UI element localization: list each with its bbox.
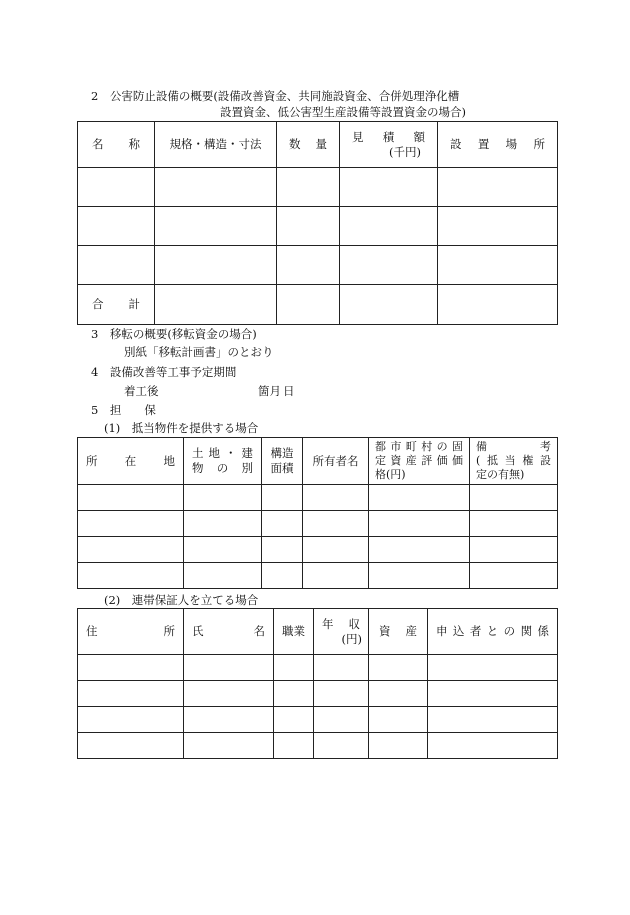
- table-cell[interactable]: [184, 485, 262, 511]
- header-note-line1: 備 考: [476, 440, 551, 453]
- header-estimate-label: 見 積 額: [352, 129, 425, 144]
- table-row: [78, 655, 558, 681]
- table-cell[interactable]: [340, 246, 438, 285]
- header-income: [314, 609, 369, 655]
- table-cell[interactable]: [262, 485, 303, 511]
- section4-months: 箇月: [258, 384, 281, 398]
- table-row: [78, 707, 558, 733]
- table-cell[interactable]: [428, 733, 558, 759]
- header-assets: 資 産: [369, 609, 428, 655]
- table-row: [78, 733, 558, 759]
- table-cell[interactable]: [277, 168, 340, 207]
- table-cell[interactable]: [303, 563, 369, 589]
- table-cell[interactable]: [369, 681, 428, 707]
- header-kind-line1: 土 地 ・ 建: [192, 446, 253, 460]
- table-cell[interactable]: [262, 537, 303, 563]
- table-cell[interactable]: [155, 246, 277, 285]
- table-cell[interactable]: [369, 511, 470, 537]
- equipment-header-row: [78, 122, 558, 168]
- header-place: 設 置 場 所: [438, 122, 558, 168]
- table-cell[interactable]: [340, 207, 438, 246]
- table-cell[interactable]: [438, 246, 558, 285]
- table-cell[interactable]: [303, 537, 369, 563]
- table-cell[interactable]: [369, 733, 428, 759]
- table-cell[interactable]: [184, 655, 274, 681]
- equipment-table: [77, 121, 558, 325]
- table-cell[interactable]: [78, 733, 184, 759]
- header-job: 職業: [274, 609, 314, 655]
- table-cell[interactable]: [78, 707, 184, 733]
- table-cell[interactable]: [369, 537, 470, 563]
- guarantor-header-row: [78, 609, 558, 655]
- header-structure: [262, 438, 303, 485]
- table-cell[interactable]: [155, 207, 277, 246]
- header-location: 所 在 地: [78, 438, 184, 485]
- section2-title-line1: 2 公害防止設備の概要(設備改善資金、共同施設資金、合併処理浄化槽: [91, 89, 460, 103]
- table-row: [78, 563, 558, 589]
- table-cell[interactable]: [428, 655, 558, 681]
- table-cell[interactable]: [470, 537, 558, 563]
- header-income-unit: (円): [341, 631, 362, 646]
- table-cell[interactable]: [184, 511, 262, 537]
- table-cell[interactable]: [470, 485, 558, 511]
- section4-start: 着工後: [124, 384, 159, 398]
- table-cell[interactable]: [155, 285, 277, 325]
- table-cell[interactable]: [314, 681, 369, 707]
- header-estimate-unit: (千円): [389, 144, 421, 159]
- section3-body: 別紙「移転計画書」のとおり: [124, 345, 274, 359]
- total-label: 合 計: [78, 285, 155, 325]
- table-cell[interactable]: [369, 655, 428, 681]
- table-cell[interactable]: [314, 707, 369, 733]
- table-cell[interactable]: [155, 168, 277, 207]
- section4-title: 4 設備改善等工事予定期間: [91, 365, 237, 379]
- table-row: [78, 246, 558, 285]
- header-kind: [184, 438, 262, 485]
- header-spec: 規格・構造・寸法: [155, 122, 277, 168]
- table-cell[interactable]: [438, 285, 558, 325]
- header-value-line3: 格(円): [375, 468, 406, 481]
- table-row: [78, 511, 558, 537]
- table-cell[interactable]: [438, 168, 558, 207]
- table-cell[interactable]: [78, 681, 184, 707]
- table-row: [78, 485, 558, 511]
- table-cell[interactable]: [470, 563, 558, 589]
- table-cell[interactable]: [438, 207, 558, 246]
- table-cell[interactable]: [428, 707, 558, 733]
- header-owner: 所有者名: [303, 438, 369, 485]
- table-cell[interactable]: [428, 681, 558, 707]
- table-cell[interactable]: [277, 246, 340, 285]
- table-cell[interactable]: [78, 485, 184, 511]
- table-cell[interactable]: [277, 207, 340, 246]
- header-relation: 申込者との関係: [428, 609, 558, 655]
- table-cell[interactable]: [274, 655, 314, 681]
- header-structure-line1: 構造: [270, 446, 294, 460]
- header-kind-line2: 物 の 別: [192, 461, 253, 475]
- table-cell[interactable]: [274, 681, 314, 707]
- table-cell[interactable]: [184, 537, 262, 563]
- table-cell[interactable]: [369, 707, 428, 733]
- table-cell[interactable]: [314, 733, 369, 759]
- table-cell[interactable]: [470, 511, 558, 537]
- table-row: [78, 168, 558, 207]
- section5-sub1: (1) 抵当物件を提供する場合: [104, 421, 259, 435]
- header-note-line3: 定の有無): [476, 468, 525, 481]
- header-guarantor-name: 氏 名: [184, 609, 274, 655]
- table-cell[interactable]: [303, 511, 369, 537]
- table-cell[interactable]: [262, 511, 303, 537]
- header-address: 住 所: [78, 609, 184, 655]
- header-income-label: 年 収: [322, 616, 360, 631]
- header-assessed-value: [369, 438, 470, 485]
- table-cell[interactable]: [78, 563, 184, 589]
- table-cell[interactable]: [184, 707, 274, 733]
- collateral-header-row: [78, 438, 558, 485]
- collateral-table: [77, 437, 558, 589]
- section4-days: 日: [283, 384, 295, 398]
- section3-title: 3 移転の概要(移転資金の場合): [91, 327, 257, 341]
- header-qty: 数 量: [277, 122, 340, 168]
- header-value-line2: 定資産評価価: [375, 454, 463, 467]
- section2-title-line2: 設置資金、低公害型生産設備等設置資金の場合): [220, 105, 466, 119]
- table-cell[interactable]: [277, 285, 340, 325]
- header-note-line2: (抵当権設: [476, 454, 551, 467]
- table-cell[interactable]: [262, 563, 303, 589]
- header-estimate: [340, 122, 438, 168]
- table-cell[interactable]: [78, 207, 155, 246]
- table-row: [78, 207, 558, 246]
- header-name: 名 称: [78, 122, 155, 168]
- table-cell[interactable]: [369, 563, 470, 589]
- header-structure-line2: 面積: [270, 461, 294, 475]
- section5-title: 5 担 保: [91, 403, 156, 417]
- table-cell[interactable]: [314, 655, 369, 681]
- table-cell[interactable]: [184, 681, 274, 707]
- table-cell[interactable]: [78, 511, 184, 537]
- table-cell[interactable]: [184, 563, 262, 589]
- table-cell[interactable]: [78, 246, 155, 285]
- section5-sub2: (2) 連帯保証人を立てる場合: [104, 593, 259, 607]
- table-row: [78, 537, 558, 563]
- table-row: [78, 681, 558, 707]
- table-cell[interactable]: [303, 485, 369, 511]
- table-cell[interactable]: [369, 485, 470, 511]
- table-cell[interactable]: [184, 733, 274, 759]
- table-cell[interactable]: [78, 537, 184, 563]
- header-value-line1: 都市町村の固: [375, 440, 463, 453]
- header-note: [470, 438, 558, 485]
- table-cell[interactable]: [274, 733, 314, 759]
- table-cell[interactable]: [340, 285, 438, 325]
- table-cell[interactable]: [78, 168, 155, 207]
- total-row: [78, 285, 558, 325]
- table-cell[interactable]: [274, 707, 314, 733]
- table-cell[interactable]: [340, 168, 438, 207]
- table-cell[interactable]: [78, 655, 184, 681]
- guarantor-table: [77, 608, 558, 759]
